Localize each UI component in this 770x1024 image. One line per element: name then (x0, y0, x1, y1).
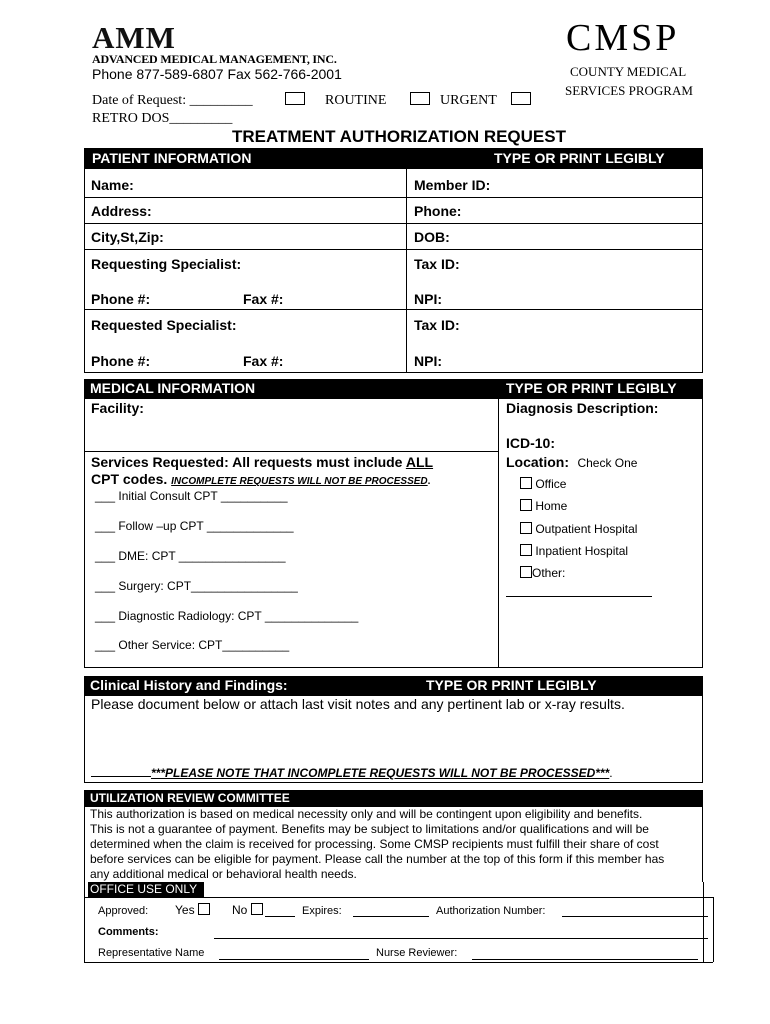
nurse-reviewer-line[interactable] (472, 959, 698, 960)
dob-field[interactable]: DOB: (414, 229, 450, 245)
service-other[interactable]: ___ Other Service: CPT__________ (95, 638, 290, 652)
other-checkbox[interactable] (520, 566, 532, 578)
outpatient-checkbox[interactable] (520, 522, 532, 534)
patient-info-bar (84, 148, 703, 168)
authorization-number-label: Authorization Number: (436, 905, 546, 917)
home-checkbox[interactable] (520, 499, 532, 511)
phone-number-field-2[interactable]: Phone #: (91, 353, 151, 369)
approved-no[interactable]: No (232, 903, 263, 917)
representative-name-line[interactable] (219, 959, 369, 960)
county-line-2: SERVICES PROGRAM (565, 83, 693, 98)
service-follow-up[interactable]: ___ Follow –up CPT _____________ (95, 519, 294, 533)
medical-info-bar (84, 379, 703, 398)
icd10-field[interactable]: ICD-10: (506, 435, 556, 451)
phone-number-field-1[interactable]: Phone #: (91, 291, 151, 307)
office-use-heading: OFFICE USE ONLY (90, 882, 198, 896)
facility-field[interactable]: Facility: (91, 400, 144, 416)
medical-legibly-label: TYPE OR PRINT LEGIBLY (506, 380, 677, 396)
location-home[interactable]: Home (520, 499, 567, 513)
city-st-zip-field[interactable]: City,St,Zip: (91, 229, 164, 245)
npi-field-1[interactable]: NPI: (414, 291, 442, 307)
clinical-history-heading: Clinical History and Findings: (90, 677, 288, 693)
patient-info-heading: PATIENT INFORMATION (92, 150, 252, 166)
fax-number-field-2[interactable]: Fax #: (243, 353, 284, 369)
location-heading: Location: Check One (506, 454, 638, 470)
urgent-label: URGENT (440, 93, 497, 108)
fax-number-field-1[interactable]: Fax #: (243, 291, 284, 307)
representative-name-label: Representative Name (98, 947, 205, 959)
other-location-line[interactable] (506, 596, 652, 597)
expires-line[interactable] (353, 916, 429, 917)
requesting-specialist-field[interactable]: Requesting Specialist: (91, 256, 242, 272)
routine-label: ROUTINE (325, 93, 387, 108)
review-text-line-2: This is not a guarantee of payment. Benefits may be subject to limitations and/or qualifications and will be (90, 822, 649, 836)
service-surgery[interactable]: ___ Surgery: CPT________________ (95, 579, 298, 593)
cpt-codes-line: CPT codes. INCOMPLETE REQUESTS WILL NOT BE PROCESSED. (91, 471, 431, 487)
tax-id-field-1[interactable]: Tax ID: (414, 256, 460, 272)
clinical-history-bar (84, 676, 703, 695)
urgent-checkbox[interactable] (511, 92, 531, 105)
review-text-line-3: determined when the claim is received for processing. Some CMSP recipients must fulfill their share of cost (90, 837, 659, 851)
cmsp-logo: CMSP (566, 17, 680, 59)
utilization-review-bar (84, 790, 703, 806)
diagnosis-description-field[interactable]: Diagnosis Description: (506, 400, 659, 416)
office-checkbox[interactable] (520, 477, 532, 489)
inpatient-checkbox[interactable] (520, 544, 532, 556)
patient-legibly-label: TYPE OR PRINT LEGIBLY (494, 150, 665, 166)
authorization-number-line[interactable] (562, 916, 708, 917)
services-requested-heading: Services Requested: All requests must include ALL (91, 454, 434, 470)
form-title: TREATMENT AUTHORIZATION REQUEST (232, 127, 566, 146)
location-outpatient[interactable]: Outpatient Hospital (520, 522, 637, 536)
location-office[interactable]: Office (520, 477, 566, 491)
check-one-label: Check One (577, 456, 638, 470)
yes-checkbox[interactable] (198, 903, 210, 915)
clinical-legibly-label: TYPE OR PRINT LEGIBLY (426, 677, 597, 693)
county-line-1: COUNTY MEDICAL (570, 64, 687, 79)
nurse-reviewer-label: Nurse Reviewer: (376, 947, 458, 959)
date-of-request[interactable]: Date of Request: _________ (92, 93, 253, 108)
comments-label: Comments: (98, 926, 159, 938)
service-diagnostic-radiology[interactable]: ___ Diagnostic Radiology: CPT ______________ (95, 609, 359, 623)
approved-yes[interactable]: Yes (175, 903, 210, 917)
retro-dos[interactable]: RETRO DOS_________ (92, 111, 233, 126)
approved-label: Approved: (98, 905, 149, 917)
requested-specialist-field[interactable]: Requested Specialist: (91, 317, 237, 333)
address-field[interactable]: Address: (91, 203, 152, 219)
phone-field[interactable]: Phone: (414, 203, 462, 219)
review-text-line-4: before services can be eligible for payment. Please call the number at the top of this form if this member has (90, 852, 665, 866)
review-text-line-1: This authorization is based on medical necessity only and will be contingent upon eligibility and benefits. (90, 807, 643, 821)
expires-label: Expires: (302, 905, 342, 917)
comments-line[interactable] (214, 938, 708, 939)
office-use-bar (88, 882, 204, 897)
service-initial-consult[interactable]: ___ Initial Consult CPT __________ (95, 489, 288, 503)
npi-field-2[interactable]: NPI: (414, 353, 442, 369)
medical-info-heading: MEDICAL INFORMATION (90, 380, 256, 396)
incomplete-warning: ***PLEASE NOTE THAT INCOMPLETE REQUESTS WILL NOT BE PROCESSED***. (91, 764, 613, 782)
clinical-instruction: Please document below or attach last visit notes and any pertinent lab or x-ray results. (91, 696, 625, 712)
tax-id-field-2[interactable]: Tax ID: (414, 317, 460, 333)
member-id-field[interactable]: Member ID: (414, 177, 491, 193)
routine-checkbox[interactable] (410, 92, 430, 105)
company-name: ADVANCED MEDICAL MANAGEMENT, INC. (92, 52, 337, 66)
location-inpatient[interactable]: Inpatient Hospital (520, 544, 628, 558)
utilization-review-heading: UTILIZATION REVIEW COMMITTEE (90, 791, 290, 805)
name-field[interactable]: Name: (91, 177, 134, 193)
service-dme[interactable]: ___ DME: CPT ________________ (95, 549, 286, 563)
review-text-line-5: any additional medical or behavioral health needs. (90, 867, 357, 881)
no-checkbox[interactable] (251, 903, 263, 915)
date-checkbox[interactable] (285, 92, 305, 105)
company-phone-fax: Phone 877-589-6807 Fax 562-766-2001 (92, 66, 342, 82)
amm-logo: AMM (92, 20, 176, 55)
location-other[interactable]: Other: (520, 566, 565, 580)
